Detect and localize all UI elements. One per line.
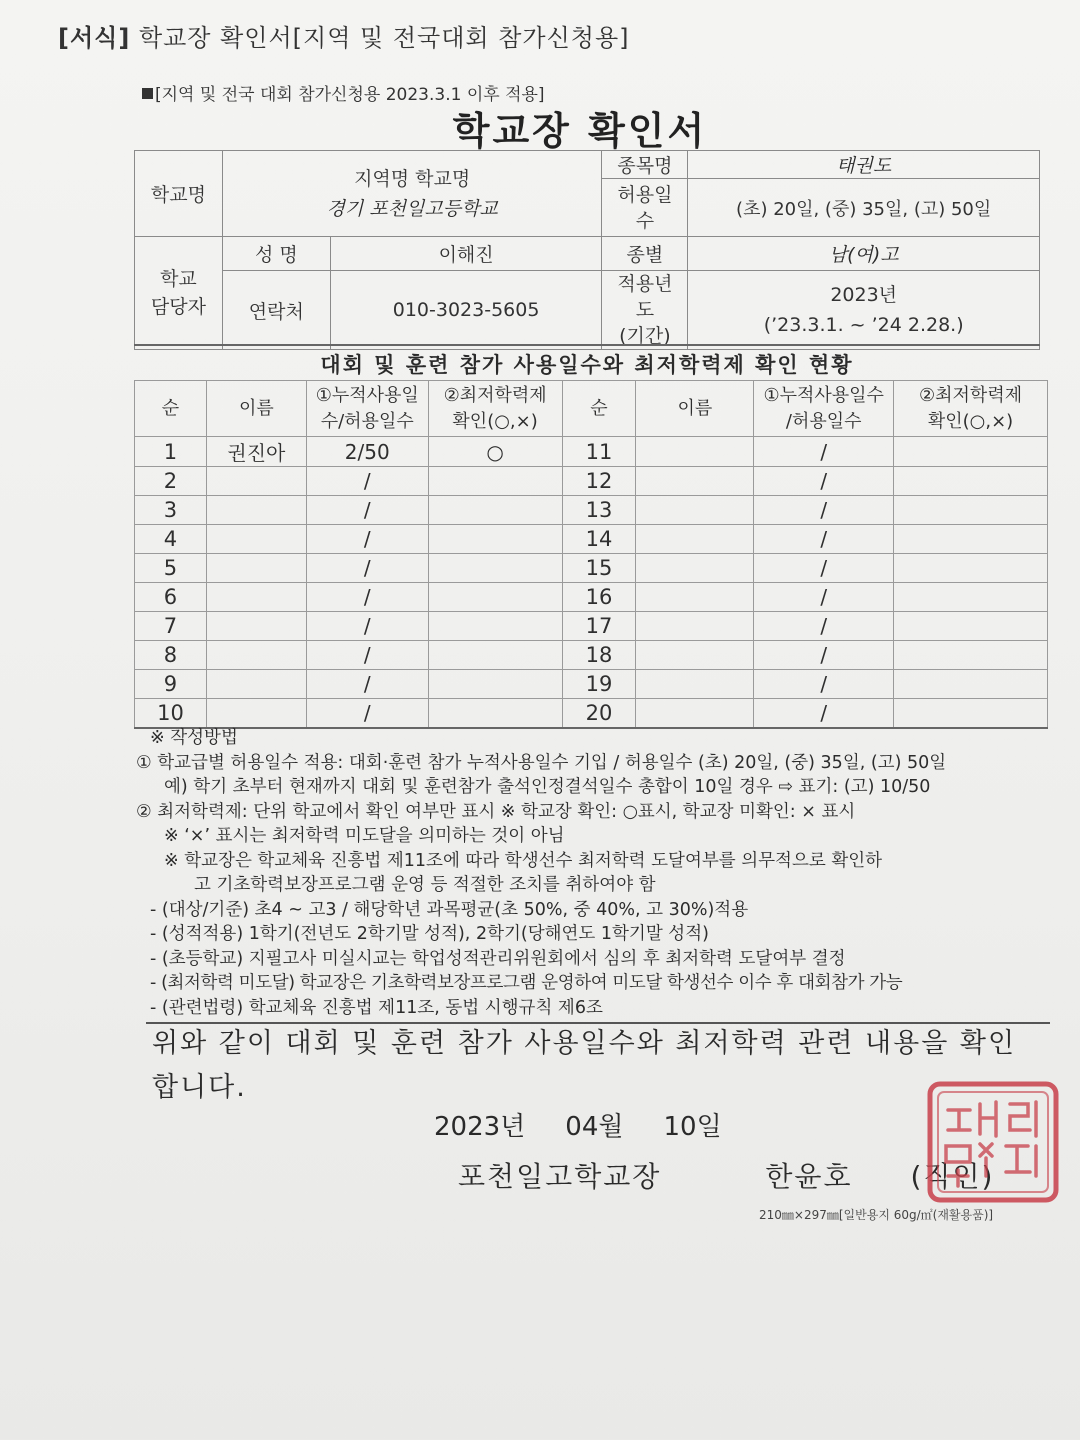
year-value-cell xyxy=(688,271,1040,350)
row-no-right: 18 xyxy=(562,641,636,670)
row-name-right xyxy=(636,612,754,641)
form-label: [서식] xyxy=(58,24,131,52)
row-no-right: 14 xyxy=(562,525,636,554)
allowed-days-label xyxy=(602,179,688,237)
row-name xyxy=(206,641,306,670)
issue-date xyxy=(434,1106,762,1143)
row-days: 2/50 xyxy=(306,437,428,467)
status-table xyxy=(134,380,1048,729)
school-label: 학교명 xyxy=(135,151,223,237)
note-line: - (최저학력 미도달) 학교장은 기초학력보장프로그램 운영하여 미도달 학생선수 이수 후 대회참가 가능 xyxy=(150,973,903,993)
official-seal-icon xyxy=(924,1080,1062,1204)
contact-value: 010-3023-5605 xyxy=(330,271,602,350)
row-no-right: 20 xyxy=(562,699,636,728)
form-header xyxy=(58,18,630,53)
table-row xyxy=(135,525,1048,554)
row-days-right: / xyxy=(754,670,894,699)
manager-label-line2: 담당자 xyxy=(150,296,206,318)
table-row xyxy=(135,641,1048,670)
col-check-right xyxy=(894,381,1048,437)
row-days-right: / xyxy=(754,525,894,554)
row-days: / xyxy=(306,612,428,641)
row-no-right: 19 xyxy=(562,670,636,699)
row-days-right: / xyxy=(754,612,894,641)
row-no-right: 16 xyxy=(562,583,636,612)
row-check-right xyxy=(894,467,1048,496)
row-days: / xyxy=(306,670,428,699)
principal-name: 한윤호 xyxy=(765,1160,853,1193)
row-name xyxy=(206,467,306,496)
year-value: 2023년 xyxy=(830,284,898,306)
school-cell xyxy=(222,151,602,237)
row-no-right: 13 xyxy=(562,496,636,525)
event-label: 종목명 xyxy=(602,151,688,179)
manager-label-line1: 학교 xyxy=(160,268,197,290)
school-value: 경기 포천일고등학교 xyxy=(326,197,498,220)
table-row xyxy=(135,467,1048,496)
row-days-right: / xyxy=(754,554,894,583)
signature-line xyxy=(458,1155,994,1195)
row-check-right xyxy=(894,525,1048,554)
row-name xyxy=(206,612,306,641)
col-days-line2: 수/허용일수 xyxy=(320,410,414,432)
row-days: / xyxy=(306,583,428,612)
row-check-right xyxy=(894,612,1048,641)
row-check xyxy=(428,583,562,612)
row-name xyxy=(206,699,306,728)
year-label-line2: 도 xyxy=(635,299,655,321)
allowed-days-label-line1: 허용일 xyxy=(617,183,673,206)
table-row xyxy=(135,670,1048,699)
row-no: 7 xyxy=(135,612,207,641)
row-days-right: / xyxy=(754,467,894,496)
row-check-right xyxy=(894,496,1048,525)
note-line: 고 기초학력보장프로그램 운영 등 적절한 조치를 취하여야 함 xyxy=(194,875,656,895)
row-check-right xyxy=(894,583,1048,612)
col-check-line1: ②최저학력제 xyxy=(443,384,547,406)
school-info-table xyxy=(134,150,1040,350)
manager-label xyxy=(135,237,223,350)
row-check-right xyxy=(894,670,1048,699)
row-no: 10 xyxy=(135,699,207,728)
row-no: 5 xyxy=(135,554,207,583)
row-days-right: / xyxy=(754,437,894,467)
row-days-right: / xyxy=(754,699,894,728)
row-days-right: / xyxy=(754,583,894,612)
row-no-right: 15 xyxy=(562,554,636,583)
row-days: / xyxy=(306,525,428,554)
row-check xyxy=(428,525,562,554)
status-title: 대회 및 훈련 참가 사용일수와 최저학력제 확인 현황 xyxy=(134,344,1040,382)
row-no: 1 xyxy=(135,437,207,467)
row-check-right xyxy=(894,554,1048,583)
seal-label: (직인) xyxy=(910,1160,995,1193)
row-days-right: / xyxy=(754,641,894,670)
row-check xyxy=(428,641,562,670)
note-line: - (성적적용) 1학기(전년도 2학기말 성적), 2학기(당해연도 1학기말 성적) xyxy=(150,924,709,944)
row-check xyxy=(428,554,562,583)
table-row xyxy=(135,496,1048,525)
row-name-right xyxy=(636,467,754,496)
row-no: 3 xyxy=(135,496,207,525)
row-check-right xyxy=(894,437,1048,467)
col-days-right xyxy=(754,381,894,437)
row-check-right xyxy=(894,699,1048,728)
note-line: ※ ‘×’ 표시는 최저학력 미도달을 의미하는 것이 아님 xyxy=(164,826,565,846)
row-check xyxy=(428,467,562,496)
row-no-right: 11 xyxy=(562,437,636,467)
row-days-right: / xyxy=(754,496,894,525)
row-name-right xyxy=(636,525,754,554)
col-check-right-line1: ②최저학력제 xyxy=(919,384,1023,406)
row-name xyxy=(206,554,306,583)
page-title: 학교장 확인서 xyxy=(452,109,708,153)
note-line: ① 학교급별 허용일수 적용: 대회·훈련 참가 누적사용일수 기입 / 허용일수 (초) 20일, (중) 35일, (고) 50일 xyxy=(136,752,947,773)
date-day: 10일 xyxy=(663,1112,722,1142)
date-year: 2023년 xyxy=(434,1112,526,1142)
row-check xyxy=(428,612,562,641)
row-check xyxy=(428,699,562,728)
notes-heading: ※ 작성방법 xyxy=(150,728,238,748)
name-value: 이해진 xyxy=(330,237,602,271)
row-check-right xyxy=(894,641,1048,670)
row-check xyxy=(428,496,562,525)
col-check-right-line2: 확인(○,×) xyxy=(927,410,1014,432)
col-no: 순 xyxy=(135,381,207,437)
row-name-right xyxy=(636,437,754,467)
year-period: (’23.3.1. ~ ’24 2.28.) xyxy=(763,314,964,336)
row-name-right xyxy=(636,641,754,670)
row-days: / xyxy=(306,554,428,583)
table-row xyxy=(135,437,1048,467)
col-days xyxy=(306,381,428,437)
row-days: / xyxy=(306,496,428,525)
table-row xyxy=(135,583,1048,612)
row-days: / xyxy=(306,467,428,496)
paper-size-note: 210㎜×297㎜[일반용지 60g/㎡(재활용품)] xyxy=(759,1208,994,1222)
row-days: / xyxy=(306,641,428,670)
row-name xyxy=(206,496,306,525)
row-days: / xyxy=(306,699,428,728)
row-name-right xyxy=(636,496,754,525)
row-name-right xyxy=(636,699,754,728)
contact-label: 연락처 xyxy=(222,271,330,350)
year-label-line1: 적용년 xyxy=(617,273,673,295)
category-value: 남(여)고 xyxy=(688,237,1040,271)
year-label-line3: (기간) xyxy=(619,325,671,347)
row-name-right xyxy=(636,554,754,583)
principal-title: 포천일고학교장 xyxy=(458,1160,662,1193)
note-line: - (초등학교) 지필고사 미실시교는 학업성적관리위원회에서 심의 후 최저학력 도달여부 결정 xyxy=(150,948,846,969)
allowed-days-value: (초) 20일, (중) 35일, (고) 50일 xyxy=(688,179,1040,237)
row-check: ○ xyxy=(428,437,562,467)
table-row xyxy=(135,554,1048,583)
event-value: 태권도 xyxy=(688,151,1040,179)
col-check xyxy=(428,381,562,437)
row-name xyxy=(206,583,306,612)
date-month: 04월 xyxy=(565,1112,624,1142)
col-days-right-line2: /허용일수 xyxy=(785,410,862,432)
col-name: 이름 xyxy=(206,381,306,437)
name-label: 성 명 xyxy=(222,237,330,271)
allowed-days-label-line2: 수 xyxy=(635,209,655,232)
form-header-title: 학교장 확인서[지역 및 전국대회 참가신청용] xyxy=(130,24,630,52)
row-no-right: 17 xyxy=(562,612,636,641)
note-line: - (대상/기준) 초4 ~ 고3 / 해당학년 과목평균(초 50%, 중 40%, 고 30%)적용 xyxy=(150,899,749,920)
row-no: 4 xyxy=(135,525,207,554)
instructions xyxy=(136,726,1056,1020)
table-row xyxy=(135,612,1048,641)
row-check xyxy=(428,670,562,699)
note-line: ※ 학교장은 학교체육 진흥법 제11조에 따라 학생선수 최저학력 도달여부를 의무적으로 확인하 xyxy=(164,850,883,871)
row-name-right xyxy=(636,670,754,699)
row-no: 9 xyxy=(135,670,207,699)
school-hint: 지역명 학교명 xyxy=(354,167,471,190)
row-name xyxy=(206,525,306,554)
row-no: 8 xyxy=(135,641,207,670)
col-days-line1: ①누적사용일 xyxy=(315,384,419,406)
row-no: 6 xyxy=(135,583,207,612)
row-no-right: 12 xyxy=(562,467,636,496)
note-line: - (관련법령) 학교체육 진흥법 제11조, 동법 시행규칙 제6조 xyxy=(150,997,603,1018)
table-row xyxy=(135,699,1048,728)
col-check-line2: 확인(○,×) xyxy=(452,410,538,432)
black-square-icon xyxy=(142,88,153,99)
row-name: 권진아 xyxy=(206,437,306,467)
confirm-statement: 위와 같이 대회 및 훈련 참가 사용일수와 최저학력 관련 내용을 확인 합니다. xyxy=(152,1028,1017,1103)
row-name xyxy=(206,670,306,699)
row-name-right xyxy=(636,583,754,612)
subheader-text: [지역 및 전국 대회 참가신청용 2023.3.1 이후 적용] xyxy=(155,85,545,105)
row-no: 2 xyxy=(135,467,207,496)
note-line: ② 최저학력제: 단위 학교에서 확인 여부만 표시 ※ 학교장 확인: ○표시, 학교장 미확인: × 표시 xyxy=(136,801,856,822)
col-name-right: 이름 xyxy=(636,381,754,437)
year-label xyxy=(602,271,688,350)
col-days-right-line1: ①누적사용일수 xyxy=(763,384,884,406)
col-no-right: 순 xyxy=(562,381,636,437)
category-label: 종별 xyxy=(602,237,688,271)
note-line: 예) 학기 초부터 현재까지 대회 및 훈련참가 출석인정결석일수 총합이 10일 경우 ⇨ 표기: (고) 10/50 xyxy=(164,777,931,797)
status-header-row xyxy=(135,381,1048,437)
